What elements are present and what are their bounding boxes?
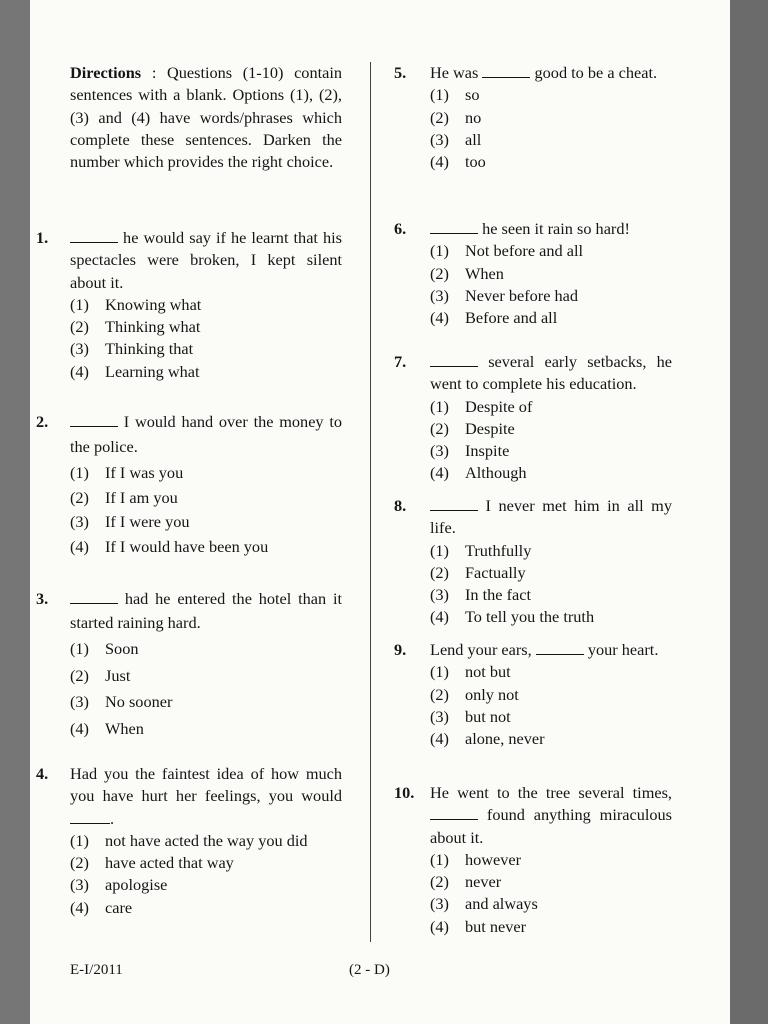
option-2: (2) When — [430, 263, 504, 283]
question-number: 6. — [394, 219, 407, 238]
option-2: (2) only not — [430, 684, 519, 704]
option-4: (4) care — [70, 897, 133, 917]
option-4: (4) To tell you the truth — [430, 607, 595, 627]
question-2 — [36, 410, 342, 559]
question-text: Had you the faintest idea of how much you have hurt her feelings, you would . — [70, 764, 342, 828]
answer-blank — [430, 352, 478, 367]
column-divider — [370, 62, 371, 942]
answer-blank — [482, 63, 530, 78]
question-4 — [36, 763, 342, 919]
option-4: (4) Learning what — [70, 361, 200, 381]
question-number: 9. — [394, 640, 407, 659]
question-number: 4. — [36, 764, 49, 783]
option-1: (1) Not before and all — [430, 241, 583, 261]
footer-page-number: (2 - D) — [349, 962, 390, 978]
option-3: (3) and always — [430, 894, 538, 914]
answer-blank — [430, 219, 478, 234]
question-text: I never met him in all my life. — [430, 496, 672, 538]
question-6 — [394, 218, 672, 329]
option-3: (3) In the fact — [430, 585, 531, 605]
answer-blank — [70, 412, 118, 427]
option-3: (3) No sooner — [70, 692, 173, 711]
question-number: 1. — [36, 228, 49, 247]
option-3: (3) Never before had — [430, 285, 578, 305]
option-4: (4) too — [430, 152, 486, 172]
question-text: He was good to be a cheat. — [430, 63, 658, 82]
answer-blank — [70, 589, 118, 604]
option-3: (3) If I were you — [70, 512, 190, 531]
scan-right-edge — [730, 0, 768, 1024]
option-1: (1) Despite of — [430, 396, 533, 416]
scan-left-edge — [0, 0, 30, 1024]
option-4: (4) When — [70, 718, 144, 738]
directions-block — [70, 62, 342, 173]
question-number: 7. — [394, 352, 407, 371]
question-number: 8. — [394, 496, 407, 515]
option-2: (2) no — [430, 107, 482, 127]
option-3: (3) Inspite — [430, 441, 510, 461]
directions-label: Directions — [70, 63, 142, 82]
option-4: (4) Although — [430, 463, 527, 483]
question-number: 2. — [36, 412, 49, 431]
question-3 — [36, 587, 342, 740]
question-number: 5. — [394, 63, 407, 82]
question-text: Lend your ears, your heart. — [430, 640, 659, 659]
question-text: he would say if he learnt that his spectacles were broken, I kept silent about it. — [70, 228, 342, 292]
answer-blank — [70, 228, 118, 243]
option-1: (1) however — [430, 849, 522, 869]
question-text: he seen it rain so hard! — [430, 218, 672, 240]
option-1: (1) so — [430, 85, 480, 105]
question-text: had he entered the hotel than it started raining hard. — [70, 589, 342, 632]
option-2: (2) Thinking what — [70, 317, 201, 337]
option-2: (2) never — [430, 872, 502, 892]
question-9 — [394, 639, 672, 750]
option-2: (2) have acted that way — [70, 853, 234, 873]
option-2: (2) If I am you — [70, 487, 178, 507]
question-number: 3. — [36, 589, 49, 608]
footer-code: E-I/2011 — [70, 962, 123, 978]
question-number: 10. — [394, 783, 415, 802]
option-2: (2) Just — [70, 665, 131, 685]
directions-text: : Questions (1-10) contain sentences with a blank. Options (1), (2), (3) and (4) have words/phrases which complete these sentences. Darken the number which provides the right choice. — [70, 63, 343, 172]
option-1: (1) Truthfully — [430, 540, 532, 560]
question-7 — [394, 351, 672, 485]
question-10 — [394, 782, 672, 938]
option-1: (1) Knowing what — [70, 294, 202, 314]
option-4: (4) alone, never — [430, 729, 545, 749]
answer-blank — [430, 805, 478, 820]
option-3: (3) but not — [430, 706, 511, 726]
question-text: several early setbacks, he went to complete his education. — [430, 352, 672, 394]
question-text: I would hand over the money to the police. — [70, 412, 342, 456]
option-1: (1) not but — [430, 662, 511, 682]
question-5 — [394, 62, 672, 173]
option-1: (1) not have acted the way you did — [70, 830, 308, 850]
option-4: (4) Before and all — [430, 308, 558, 328]
option-3: (3) Thinking that — [70, 339, 194, 359]
question-text: He went to the tree several times, found anything miraculous about it. — [430, 783, 672, 847]
option-2: (2) Factually — [430, 562, 526, 582]
answer-blank — [70, 809, 110, 824]
option-4: (4) but never — [430, 916, 527, 936]
answer-blank — [536, 640, 584, 655]
answer-blank — [430, 496, 478, 511]
question-1 — [36, 227, 342, 383]
option-3: (3) apologise — [70, 875, 168, 895]
question-8 — [394, 495, 672, 629]
option-3: (3) all — [430, 129, 482, 149]
option-2: (2) Despite — [430, 418, 515, 438]
option-1: (1) Soon — [70, 639, 139, 658]
option-1: (1) If I was you — [70, 463, 184, 482]
option-4: (4) If I would have been you — [70, 536, 269, 556]
